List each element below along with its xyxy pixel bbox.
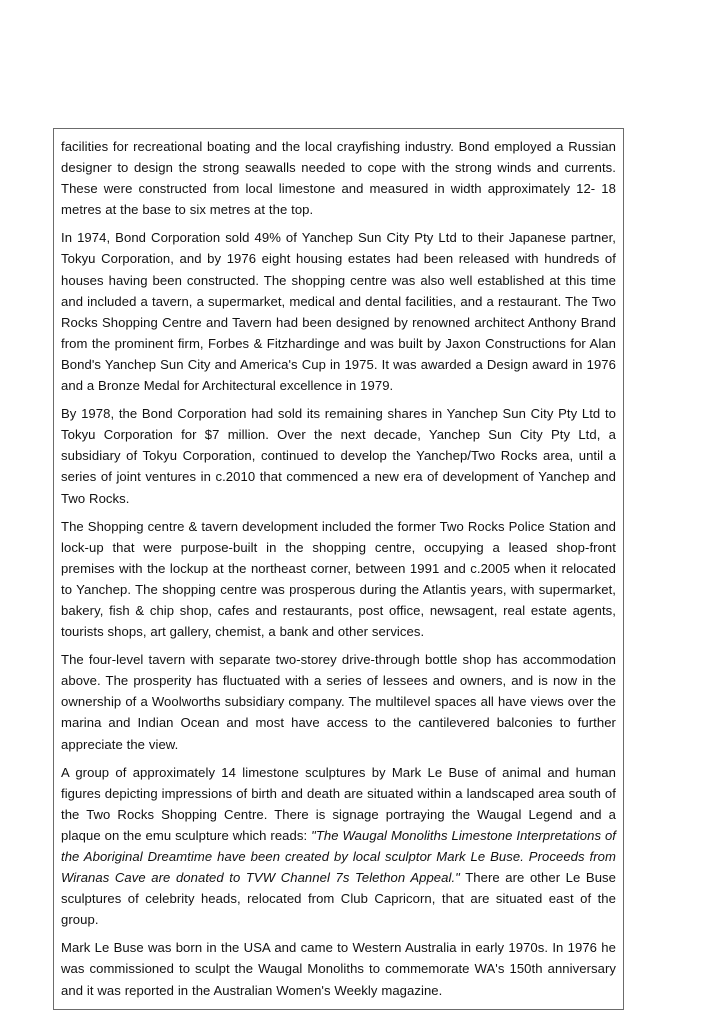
paragraph-limestone-sculptures — [61, 762, 616, 931]
paragraph-mark-le-buse-biography: Mark Le Buse was born in the USA and came to Western Australia in early 1970s. In 1976 he was commissioned to sculpt the Waugal Monoliths to commemorate WA's 150th anniversary and it was reported in the Australian Women's Weekly magazine. — [61, 940, 616, 998]
paragraph-1978-remaining-shares: By 1978, the Bond Corporation had sold its remaining shares in Yanchep Sun City Pty Ltd to Tokyu Corporation for $7 million. Over the next decade, Yanchep Sun City Pty Ltd, a subsidiary of Tokyu Corporation, continued to develop the Yanchep/Two Rocks area, until a series of joint ventures in c.2010 that commenced a new era of development of Yanchep and Two Rocks. — [61, 406, 616, 506]
sculptures-lead-text: A group of approximately 14 limestone sculptures by Mark Le Buse of animal and human figures depicting impressions of birth and death are situated within a landscaped area south of the Two Rocks Shopping Centre. There is signage portraying the Waugal Legend and a plaque on the emu sculpture which reads: — [61, 764, 616, 843]
paragraph-facilities-seawalls: facilities for recreational boating and the local crayfishing industry. Bond employed a Russian designer to design the strong seawalls needed to cope with the strong winds and currents. These were constructed from local limestone and measured in width approximately 12- 18 metres at the base to six metres at the top. — [61, 139, 616, 218]
paragraph-1974-bond-corporation: In 1974, Bond Corporation sold 49% of Yanchep Sun City Pty Ltd to their Japanese partner, Tokyu Corporation, and by 1976 eight housing estates had been released with hundreds of houses having been constructed. The shopping centre was also well established at this time and included a tavern, a supermarket, medical and dental facilities, and a restaurant. The Two Rocks Shopping Centre and Tavern had been designed by renowned architect Anthony Brand from the prominent firm, Forbes & Fitzhardinge and was built by Jaxon Constructions for Alan Bond's Yanchep Sun City and America's Cup in 1975. It was awarded a Design award in 1976 and a Bronze Medal for Architectural excellence in 1979. — [61, 230, 616, 394]
waugal-plaque-quote: "The Waugal Monoliths Limestone Interpretations of the Aboriginal Dreamtime have been created by local sculptor Mark Le Buse. Proceeds from Wiranas Cave are donated to TVW Channel 7s Telethon Appeal." — [61, 827, 617, 886]
paragraph-shopping-centre-police-station: The Shopping centre & tavern development included the former Two Rocks Police Station and lock-up that were purpose-built in the shopping centre, occupying a leased shop-front premises with the lockup at the northeast corner, between 1991 and c.2005 when it relocated to Yanchep. The shopping centre was prosperous during the Atlantis years, with supermarket, bakery, fish & chip shop, cafes and restaurants, post office, newsagent, real estate agents, tourists shops, art gallery, chemist, a bank and other services. — [61, 518, 616, 640]
text-frame — [53, 128, 624, 1010]
paragraph-four-level-tavern: The four-level tavern with separate two-storey drive-through bottle shop has accommodation above. The prosperity has fluctuated with a series of lessees and owners, and is now in the ownership of a Woolworths subsidiary company. The multilevel spaces all have views over the marina and Indian Ocean and most have access to the cantilevered balconies to further appreciate the view. — [61, 652, 616, 752]
sculptures-tail-text: There are other Le Buse sculptures of celebrity heads, relocated from Club Capricorn, that are situated east of the group. — [61, 870, 617, 928]
